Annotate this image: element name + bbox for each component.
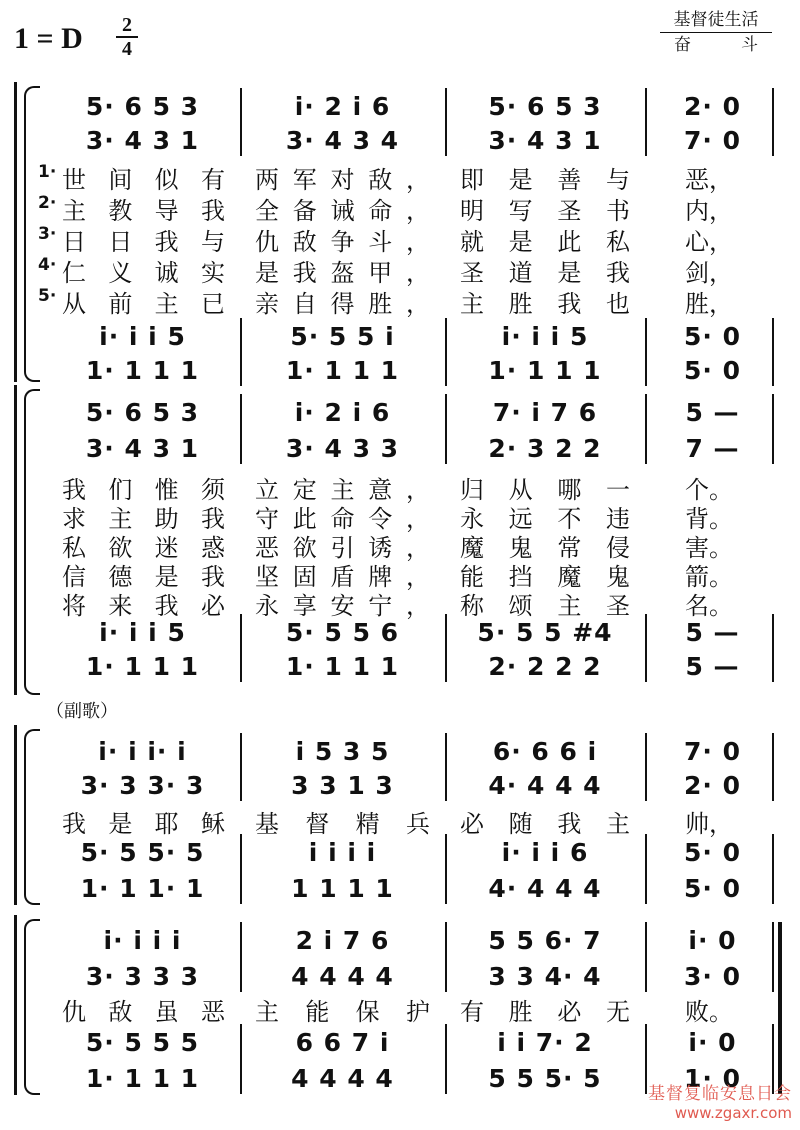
barline xyxy=(772,922,774,992)
measure-notes: 3 3 4· 4 xyxy=(488,961,602,991)
measure-notes: 4· 4 4 4 xyxy=(488,873,602,903)
measure-notes: 5· 5 5 6 xyxy=(285,617,400,647)
measure-notes: 1· 1 1 1 xyxy=(285,355,400,385)
lyric-line xyxy=(0,284,800,318)
measure-notes: 5· 0 xyxy=(684,837,741,867)
lyric-segment: 永 享 安 宁 ， xyxy=(255,592,430,620)
time-signature xyxy=(116,14,138,60)
measure-notes: 2· 0 xyxy=(684,770,741,800)
lyric-segment: 内， xyxy=(685,197,733,225)
measure-notes: 7· 0 xyxy=(684,125,741,155)
measure-notes: 2· 3 2 2 xyxy=(488,433,602,463)
lyric-segment: 称 颂 主 圣 xyxy=(460,592,630,620)
barline xyxy=(445,614,447,682)
measure-notes: 3· 0 xyxy=(684,961,741,991)
lyric-segment: 明 写 圣 书 xyxy=(460,197,630,225)
lyric-segment: 主 能 保 护 xyxy=(255,998,430,1026)
lyric-line xyxy=(0,528,800,562)
measure-notes: i· 0 xyxy=(688,925,737,955)
barline xyxy=(445,834,447,904)
measure-notes: 3· 4 3 3 xyxy=(285,433,400,463)
measure-notes: i· 2 i 6 xyxy=(294,397,391,427)
measure-notes: 5 5 6· 7 xyxy=(488,925,602,955)
barline xyxy=(645,394,647,464)
barline xyxy=(772,614,774,682)
lyric-segment: 名。 xyxy=(685,592,733,620)
measure-notes: 5· 0 xyxy=(684,873,741,903)
barline xyxy=(772,733,774,801)
verse-number: 1· xyxy=(38,162,57,182)
barline xyxy=(240,394,242,464)
lyric-segment: 从 前 主 已 xyxy=(62,290,225,318)
lyric-line xyxy=(0,222,800,256)
measure-notes: 5 — xyxy=(685,651,740,681)
measure-notes: 7· 0 xyxy=(684,736,741,766)
measure-notes: 1 1 1 1 xyxy=(291,873,394,903)
measure-notes: i· i i 5 xyxy=(99,321,186,351)
measure-notes: 5· 0 xyxy=(684,321,741,351)
lyric-segment: 坚 固 盾 牌 ， xyxy=(255,563,430,591)
measure-notes: 5· 6 5 3 xyxy=(488,91,602,121)
verse-number: 2· xyxy=(38,193,57,213)
measure-notes: i 5 3 5 xyxy=(295,736,390,766)
key-signature: 1 = D xyxy=(14,22,83,55)
lyric-segment: 是 我 盔 甲 ， xyxy=(255,259,430,287)
lyric-segment: 魔 鬼 常 侵 xyxy=(460,534,630,562)
barline xyxy=(772,88,774,156)
lyric-segment: 恶， xyxy=(685,166,733,194)
measure-notes: 5 5 5· 5 xyxy=(488,1063,602,1093)
measure-notes: 3· 4 3 1 xyxy=(488,125,602,155)
barline xyxy=(645,922,647,992)
barline xyxy=(645,733,647,801)
lyric-line xyxy=(0,160,800,194)
measure-notes: 5· 5 5 5 xyxy=(85,1027,200,1057)
measure-notes: 1· 1 1 1 xyxy=(85,355,200,385)
barline xyxy=(445,1024,447,1094)
lyric-segment: 两 军 对 敌 ， xyxy=(255,166,430,194)
measure-notes: i i i i xyxy=(308,837,377,867)
measure-notes: 1· 1 1 1 xyxy=(488,355,602,385)
verse-number: 5· xyxy=(38,286,57,306)
measure-notes: i· i i· i xyxy=(98,736,187,766)
measure-notes: 3 3 1 3 xyxy=(291,770,394,800)
measure-notes: i· 2 i 6 xyxy=(294,91,391,121)
measure-notes: i· i i 6 xyxy=(501,837,589,867)
lyric-segment: 世 间 似 有 xyxy=(62,166,225,194)
lyric-segment: 害。 xyxy=(685,534,733,562)
measure-notes: i· i i i xyxy=(103,925,182,955)
time-top: 2 xyxy=(116,14,138,38)
barline xyxy=(445,394,447,464)
lyric-segment: 基 督 精 兵 xyxy=(255,810,430,838)
lyric-segment: 败。 xyxy=(685,998,733,1026)
lyric-segment: 箭。 xyxy=(685,563,733,591)
barline xyxy=(240,733,242,801)
barline xyxy=(240,1024,242,1094)
lyric-segment: 私 欲 迷 惑 xyxy=(62,534,225,562)
measure-notes: 5· 0 xyxy=(684,355,741,385)
lyric-segment: 永 远 不 违 xyxy=(460,505,630,533)
verse-number: 4· xyxy=(38,255,57,275)
measure-notes: 7 — xyxy=(685,433,740,463)
barline xyxy=(445,318,447,386)
measure-notes: 3· 4 3 1 xyxy=(85,433,200,463)
lyric-segment: 即 是 善 与 xyxy=(460,166,630,194)
lyric-line xyxy=(0,470,800,504)
lyric-segment: 心， xyxy=(685,228,733,256)
lyric-segment: 仁 义 诚 实 xyxy=(62,259,225,287)
measure-notes: 5· 5 5· 5 xyxy=(80,837,205,867)
measure-notes: 1· 1 1 1 xyxy=(85,651,200,681)
measure-notes: 4· 4 4 4 xyxy=(488,770,602,800)
measure-notes: i i 7· 2 xyxy=(497,1027,593,1057)
lyric-line xyxy=(0,253,800,287)
measure-notes: 2 i 7 6 xyxy=(295,925,390,955)
measure-notes: 7· i 7 6 xyxy=(492,397,598,427)
lyric-segment: 主 胜 我 也 xyxy=(460,290,630,318)
hymn-source xyxy=(660,8,772,57)
time-bottom: 4 xyxy=(122,38,132,60)
lyric-segment: 背。 xyxy=(685,505,733,533)
barline xyxy=(645,834,647,904)
barline xyxy=(645,88,647,156)
measure-notes: 2· 0 xyxy=(684,91,741,121)
refrain-label: （副歌） xyxy=(46,701,118,722)
barline xyxy=(445,733,447,801)
measure-notes: 5· 5 5 #4 xyxy=(477,617,613,647)
measure-notes: 4 4 4 4 xyxy=(291,961,394,991)
lyric-segment: 有 胜 必 无 xyxy=(460,998,630,1026)
barline xyxy=(772,834,774,904)
measure-notes: 1· 1 1· 1 xyxy=(80,873,205,903)
barline xyxy=(240,922,242,992)
lyric-segment: 我 们 惟 须 xyxy=(62,476,225,504)
measure-notes: i· i i 5 xyxy=(99,617,186,647)
measure-notes: 6 6 7 i xyxy=(295,1027,390,1057)
lyric-line xyxy=(0,586,800,620)
source-title: 奋 斗 xyxy=(674,35,758,55)
lyric-segment: 将 来 我 必 xyxy=(62,592,225,620)
lyric-segment: 帅， xyxy=(685,810,733,838)
lyric-line xyxy=(0,992,800,1026)
lyric-segment: 恶 欲 引 诱 ， xyxy=(255,534,430,562)
lyric-segment: 必 随 我 主 xyxy=(460,810,630,838)
measure-notes: i· 0 xyxy=(688,1027,737,1057)
lyric-segment: 归 从 哪 一 xyxy=(460,476,630,504)
lyric-segment: 日 日 我 与 xyxy=(62,228,225,256)
lyric-line xyxy=(0,557,800,591)
measure-notes: 1· 0 xyxy=(684,1063,741,1093)
lyric-line xyxy=(0,191,800,225)
measure-notes: i· i i 5 xyxy=(501,321,589,351)
barline xyxy=(772,394,774,464)
measure-notes: 6· 6 6 i xyxy=(492,736,598,766)
measure-notes: 2· 2 2 2 xyxy=(488,651,602,681)
measure-notes: 5· 6 5 3 xyxy=(85,397,200,427)
lyric-segment: 个。 xyxy=(685,476,733,504)
lyric-segment: 仇 敌 虽 恶 xyxy=(62,998,225,1026)
lyric-segment: 就 是 此 私 xyxy=(460,228,630,256)
watermark-text: 基督复临安息日会 xyxy=(648,1084,792,1104)
measure-notes: 3· 3 3· 3 xyxy=(80,770,205,800)
lyric-segment: 剑， xyxy=(685,259,733,287)
barline xyxy=(240,614,242,682)
lyric-segment: 信 德 是 我 xyxy=(62,563,225,591)
measure-notes: 3· 4 3 1 xyxy=(85,125,200,155)
measure-notes: 3· 4 3 4 xyxy=(285,125,400,155)
measure-notes: 1· 1 1 1 xyxy=(85,1063,200,1093)
barline xyxy=(645,1024,647,1094)
barline xyxy=(645,614,647,682)
lyric-segment: 圣 道 是 我 xyxy=(460,259,630,287)
lyric-segment: 全 备 诫 命 ， xyxy=(255,197,430,225)
lyric-segment: 守 此 命 令 ， xyxy=(255,505,430,533)
measure-notes: 3· 3 3 3 xyxy=(85,961,200,991)
measure-notes: 4 4 4 4 xyxy=(291,1063,394,1093)
barline xyxy=(445,922,447,992)
lyric-line xyxy=(0,804,800,838)
barline xyxy=(240,88,242,156)
watermark-url: www.zgaxr.com xyxy=(674,1104,792,1122)
lyric-segment: 我 是 耶 稣 xyxy=(62,810,225,838)
lyric-segment: 亲 自 得 胜 ， xyxy=(255,290,430,318)
barline xyxy=(772,318,774,386)
barline xyxy=(445,88,447,156)
lyric-segment: 立 定 主 意 ， xyxy=(255,476,430,504)
lyric-segment: 求 主 助 我 xyxy=(62,505,225,533)
measure-notes: 5 — xyxy=(685,397,740,427)
measure-notes: 5· 6 5 3 xyxy=(85,91,200,121)
barline xyxy=(645,318,647,386)
lyric-segment: 能 挡 魔 鬼 xyxy=(460,563,630,591)
barline xyxy=(240,834,242,904)
source-category: 基督徒生活 xyxy=(660,8,772,33)
verse-number: 3· xyxy=(38,224,57,244)
lyric-line xyxy=(0,499,800,533)
measure-notes: 5· 5 5 i xyxy=(290,321,395,351)
lyric-segment: 主 教 导 我 xyxy=(62,197,225,225)
measure-notes: 5 — xyxy=(685,617,740,647)
lyric-segment: 胜， xyxy=(685,290,733,318)
watermark xyxy=(648,1079,792,1122)
measure-notes: 1· 1 1 1 xyxy=(285,651,400,681)
barline xyxy=(240,318,242,386)
lyric-segment: 仇 敌 争 斗 ， xyxy=(255,228,430,256)
